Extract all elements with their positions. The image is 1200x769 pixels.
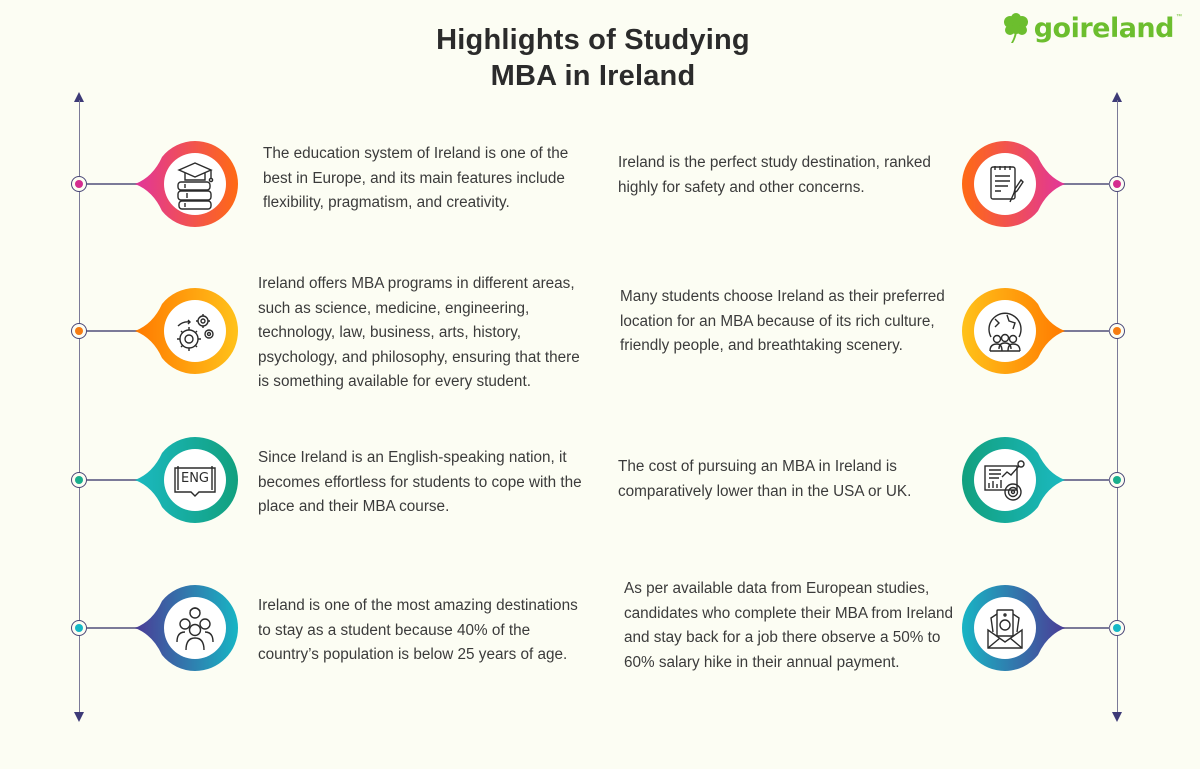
- goireland-logo: [1000, 12, 1182, 44]
- timeline-node: [1109, 620, 1125, 636]
- eng-label: ENG: [180, 471, 209, 486]
- young-people-group-icon: [165, 598, 225, 658]
- highlight-text: Ireland offers MBA programs in different areas, such as science, medicine, engineering, technology, law, business, arts, history, psychology, and philosophy, ensuring that there is something available for every student.: [258, 275, 580, 390]
- globe-people-icon: [975, 301, 1035, 361]
- salary-envelope-icon: [975, 598, 1035, 658]
- highlight-text: The cost of pursuing an MBA in Ireland is comparatively lower than in the USA or UK.: [618, 458, 912, 500]
- english-book-icon: [165, 450, 225, 510]
- logo-text: goireland: [1033, 12, 1174, 44]
- shamrock-icon: [1000, 12, 1032, 44]
- left-arrow-down-icon: [74, 712, 84, 722]
- highlight-text: Many students choose Ireland as their preferred location for an MBA because of its rich culture, friendly people, and breathtaking scenery.: [620, 288, 945, 354]
- highlight-text: The education system of Ireland is one of the best in Europe, and its main features include flexibility, pragmatism, and creativity.: [263, 145, 569, 211]
- graduation-books-icon: [165, 154, 225, 214]
- timeline-node: [1109, 323, 1125, 339]
- highlight-text: As per available data from European studies, candidates who complete their MBA from Ireland and stay back for a job there observe a 50% to 60% salary hike in their annual payment.: [624, 580, 954, 671]
- timeline-node: [71, 620, 87, 636]
- cost-analytics-icon: [975, 450, 1035, 510]
- right-arrow-down-icon: [1112, 712, 1122, 722]
- notepad-pen-icon: [975, 154, 1035, 214]
- timeline-node: [1109, 176, 1125, 192]
- gears-icon: [165, 301, 225, 361]
- timeline-node: [71, 176, 87, 192]
- highlight-text: Ireland is the perfect study destination, ranked highly for safety and other concerns.: [618, 154, 931, 196]
- title-line-1: Highlights of Studying: [436, 24, 750, 56]
- timeline-node: [1109, 472, 1125, 488]
- timeline-node: [71, 323, 87, 339]
- highlight-text: Since Ireland is an English-speaking nation, it becomes effortless for students to cope with the place and their MBA course.: [258, 449, 582, 515]
- title-line-2: MBA in Ireland: [490, 60, 696, 92]
- logo-trademark: ™: [1176, 14, 1182, 20]
- timeline-node: [71, 472, 87, 488]
- highlight-text: Ireland is one of the most amazing destinations to stay as a student because 40% of the country’s population is below 25 years of age.: [258, 597, 578, 663]
